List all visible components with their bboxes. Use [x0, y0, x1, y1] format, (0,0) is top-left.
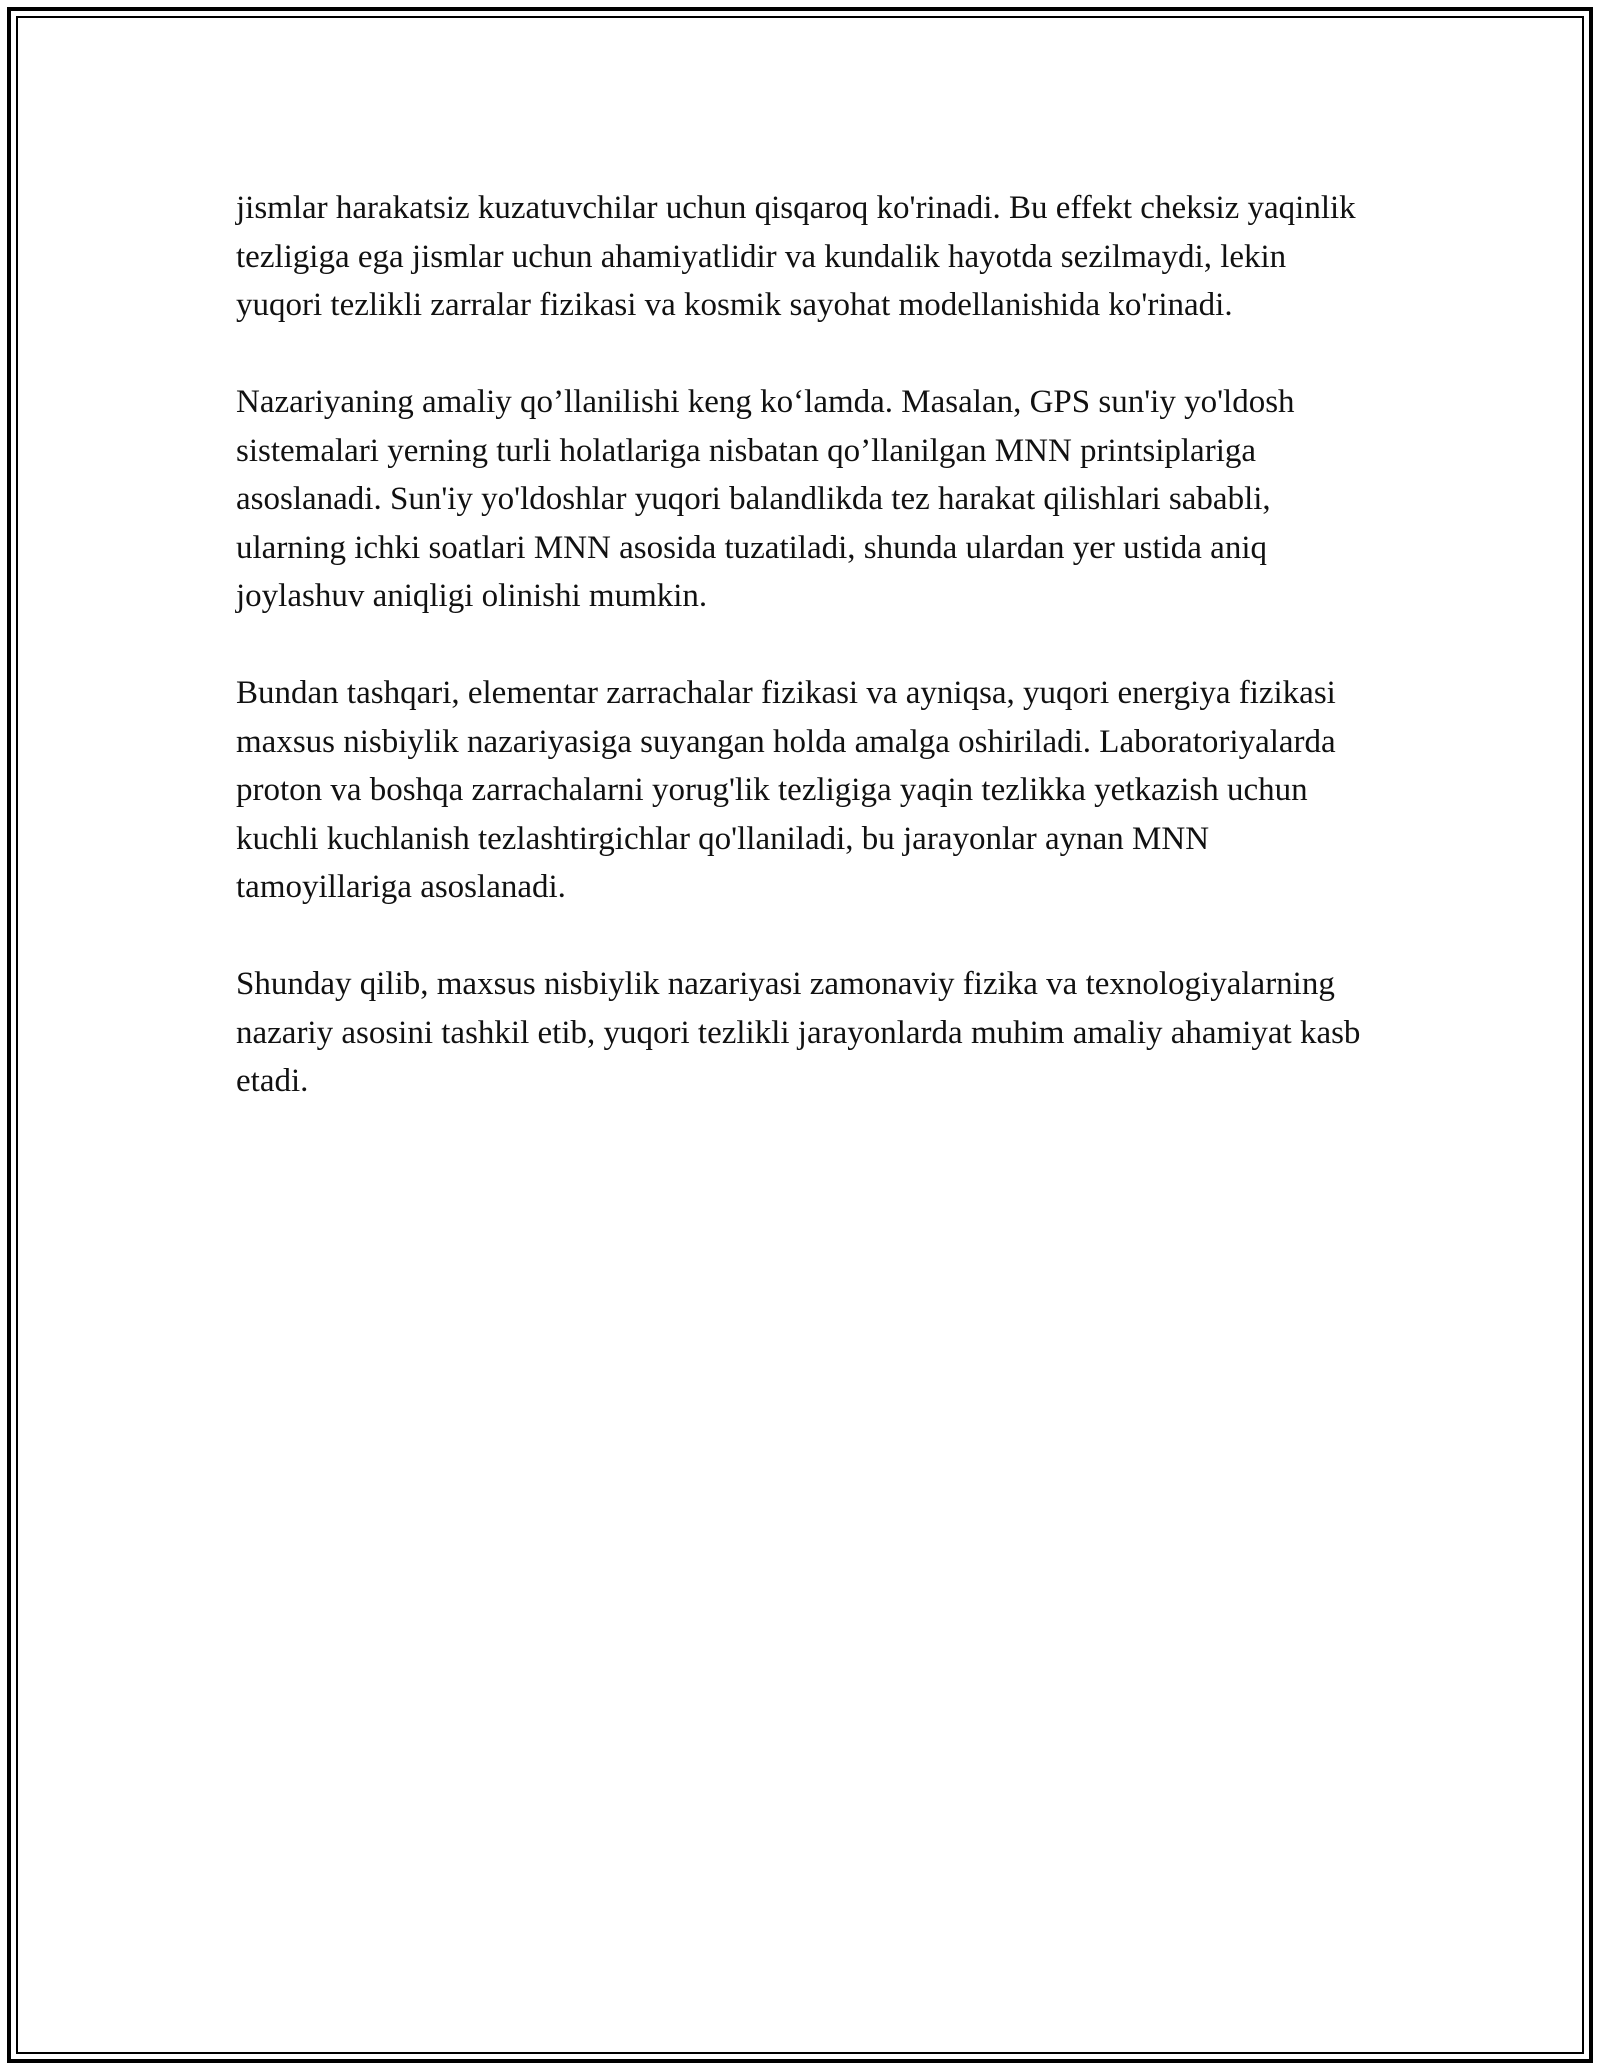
- paragraph-2: Nazariyaning amaliy qo’llanilishi keng ko‘lamda. Masalan, GPS sun'iy yo'ldosh sistemalari yerning turli holatlariga nisbatan qo’llanilgan MNN printsiplariga asoslanadi. Sun'iy yo'ldoshlar yuqori balandlikda tez harakat qilishlari sababli, ularning ichki soatlari MNN asosida tuzatiladi, shunda ulardan yer ustida aniq joylashuv aniqligi olinishi mumkin.: [236, 384, 1295, 614]
- document-body: [236, 184, 1366, 1154]
- paragraph-1: jismlar harakatsiz kuzatuvchilar uchun qisqaroq ko'rinadi. Bu effekt cheksiz yaqinlik tezligiga ega jismlar uchun ahamiyatlidir va kundalik hayotda sezilmaydi, lekin yuqori tezlikli zarralar fizikasi va kosmik sayohat modellanishida ko'rinadi.: [236, 190, 1356, 323]
- paragraph-3: Bundan tashqari, elementar zarrachalar fizikasi va ayniqsa, yuqori energiya fizikasi maxsus nisbiylik nazariyasiga suyangan holda amalga oshiriladi. Laboratoriyalarda proton va boshqa zarrachalarni yorug'lik tezligiga yaqin tezlikka yetkazish uchun kuchli kuchlanish tezlashtirgichlar qo'llaniladi, bu jarayonlar aynan MNN tamoyillariga asoslanadi.: [236, 675, 1336, 905]
- paragraph-4: Shunday qilib, maxsus nisbiylik nazariyasi zamonaviy fizika va texnologiyalarning nazariy asosini tashkil etib, yuqori tezlikli jarayonlarda muhim amaliy ahamiyat kasb etadi.: [236, 966, 1361, 1099]
